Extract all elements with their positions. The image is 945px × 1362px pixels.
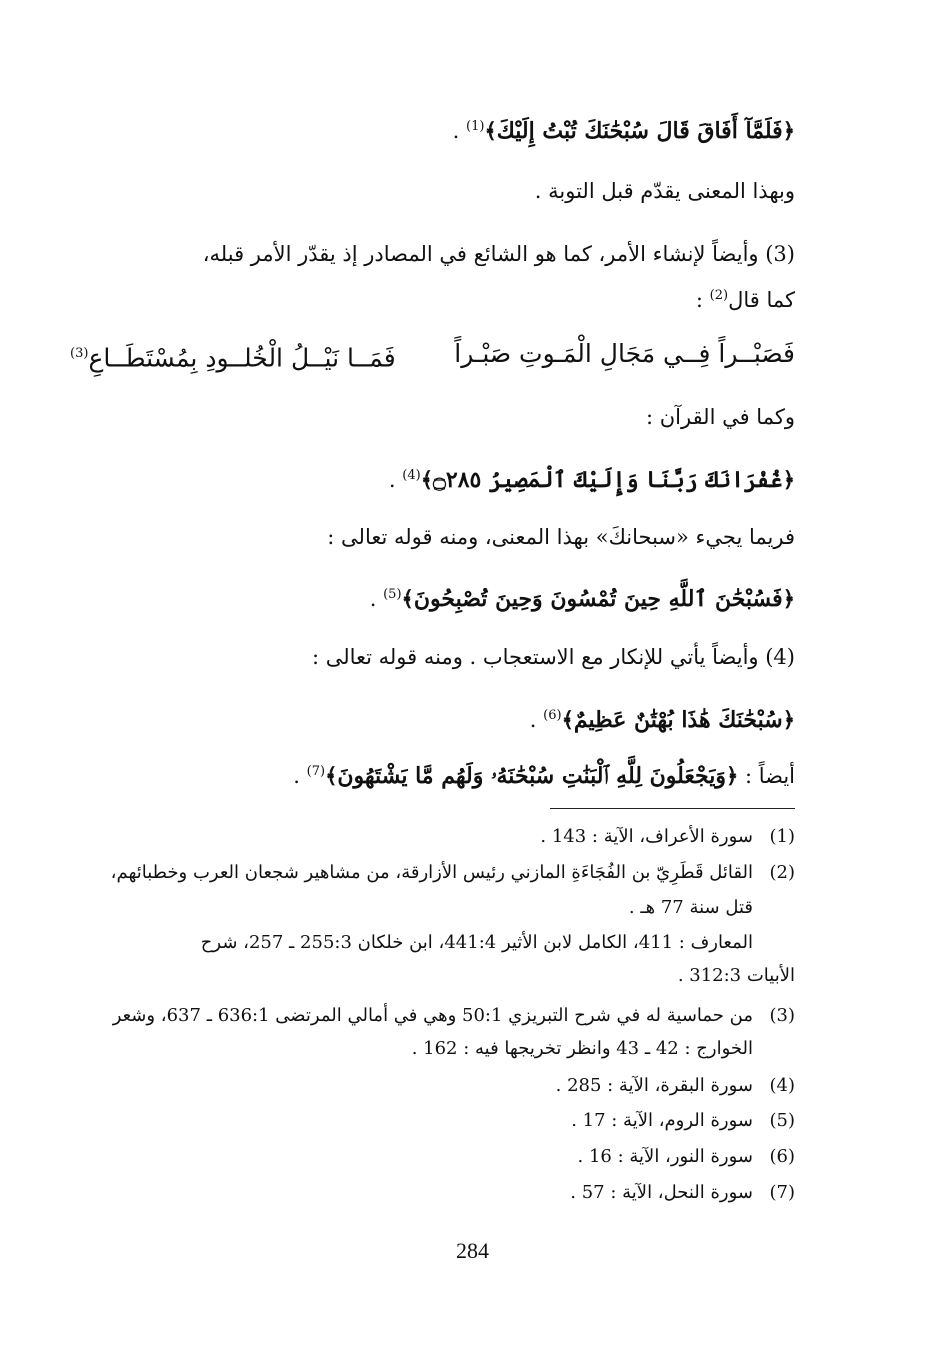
footnote-5	[70, 1107, 795, 1134]
paragraph-line: فريما يجيء «سبحانكَ» بهذا المعنى، ومنه قوله تعالى :	[327, 525, 795, 549]
quran-verse-line-2	[70, 461, 795, 495]
footnote-4	[70, 1072, 795, 1099]
footnote-text: سورة الأعراف، الآية : 143 .	[540, 826, 753, 847]
footnote-2-sources-continued: الأبيات 312:3 .	[677, 965, 795, 986]
quran-verse: غُفْرَانَكَ رَبَّنَا وَإِلَيْكَ ٱلْمَصِيرُ ۝٢٨٥	[433, 467, 783, 493]
paragraph-line: (3) وأيضاً لإنشاء الأمر، كما هو الشائع في المصادر إذ يقدّر الأمر قبله،	[202, 242, 795, 266]
ornate-close-bracket: ﴾	[401, 586, 414, 611]
quran-verse-line-5	[70, 757, 795, 791]
paragraph-line	[70, 281, 795, 315]
footnote-ref: (4)	[402, 468, 421, 483]
footnote-number: (2)	[769, 862, 795, 883]
footnote-ref: (7)	[306, 764, 326, 779]
footnote-ref: (5)	[383, 587, 402, 602]
ornate-open-bracket: ﴿	[782, 118, 795, 143]
footnote-2-sources: المعارف : 411، الكامل لابن الأثير 441:4، ابن خلكان 255:3 ـ 257، شرح	[200, 932, 753, 953]
ornate-close-bracket: ﴾	[420, 467, 433, 492]
paragraph-text: كما قال	[728, 288, 795, 312]
footnote-text: سورة الروم، الآية : 17 .	[571, 1110, 753, 1131]
footnote-2	[70, 859, 795, 886]
ornate-open-bracket: ﴿	[782, 586, 795, 611]
footnote-number: (4)	[769, 1075, 795, 1096]
ornate-close-bracket: ﴾	[561, 707, 574, 732]
footnote-number: (3)	[769, 1005, 795, 1026]
footnote-text: سورة النحل، الآية : 57 .	[570, 1182, 753, 1203]
footnote-text: سورة النور، الآية : 16 .	[577, 1146, 753, 1167]
quran-verse-line-4	[70, 701, 795, 735]
page-number: 284	[456, 1238, 489, 1263]
quran-verse-line-1	[70, 112, 795, 146]
quran-verse: فَسُبْحَٰنَ ٱللَّهِ حِينَ تُمْسُونَ وَحِينَ تُصْبِحُونَ	[413, 586, 783, 612]
footnote-6	[70, 1143, 795, 1170]
footnote-3-continued: الخوارج : 42 ـ 43 وانظر تخريجها فيه : 162 .	[411, 1038, 753, 1059]
punctuation: .	[293, 764, 307, 788]
quran-verse-line-3	[70, 580, 795, 614]
footnote-1	[70, 823, 795, 850]
poem-second-hemistich-wrap	[70, 336, 396, 376]
punctuation: .	[529, 708, 544, 732]
ornate-open-bracket: ﴿	[782, 707, 795, 732]
punctuation: .	[388, 468, 403, 492]
footnote-number: (1)	[769, 826, 795, 847]
footnote-ref: (3)	[70, 346, 89, 361]
footnote-ref: (6)	[543, 708, 562, 723]
footnote-ref: (2)	[709, 288, 729, 303]
punctuation: :	[695, 288, 710, 312]
punctuation: .	[452, 119, 466, 143]
footnote-separator	[550, 808, 795, 809]
paragraph-line: (4) وأيضاً يأتي للإنكار مع الاستعجاب . ومنه قوله تعالى :	[311, 645, 795, 669]
footnote-text: القائل قَطَرِيّ بن الفُجَاءَةِ المازني رئيس الأزارقة، من مشاهير شجعان العرب وخطبائهم،	[110, 862, 753, 883]
footnote-number: (7)	[769, 1182, 795, 1203]
footnote-number: (5)	[769, 1110, 795, 1131]
ornate-open-bracket: ﴿	[725, 763, 739, 788]
ornate-close-bracket: ﴾	[484, 118, 497, 143]
paragraph-line: وكما في القرآن :	[645, 405, 795, 429]
footnote-number: (6)	[769, 1146, 795, 1167]
ornate-close-bracket: ﴾	[325, 763, 338, 788]
footnote-3	[70, 1002, 795, 1029]
footnote-text: سورة البقرة، الآية : 285 .	[555, 1075, 753, 1096]
paragraph-text: أيضاً :	[738, 764, 795, 788]
footnote-ref: (1)	[466, 119, 485, 134]
ornate-open-bracket: ﴿	[782, 467, 795, 492]
poem-second-hemistich: فَمَــا نَيْــلُ الْخُلــودِ بِمُسْتَطَــاعِ	[88, 343, 396, 373]
quran-verse: فَلَمَّآ أَفَاقَ قَالَ سُبْحَٰنَكَ تُبْتُ إِلَيْكَ	[496, 118, 783, 144]
punctuation: .	[369, 587, 384, 611]
footnote-text: من حماسية له في شرح التبريزي 50:1 وهي في أمالي المرتضى 636:1 ـ 637، وشعر	[112, 1005, 753, 1026]
paragraph-line: وبهذا المعنى يقدّم قبل التوبة .	[534, 179, 795, 203]
poem-first-hemistich: فَصَبْــراً فِــي مَجَالِ الْمَـوتِ صَبْـراً	[454, 339, 795, 368]
footnote-7	[70, 1179, 795, 1206]
quran-verse: وَيَجْعَلُونَ لِلَّهِ ٱلْبَنَٰتِ سُبْحَٰنَهُۥ وَلَهُم مَّا يَشْتَهُونَ	[337, 763, 726, 789]
footnote-2-continued: قتل سنة 77 هـ .	[628, 897, 753, 918]
quran-verse: سُبْحَٰنَكَ هَٰذَا بُهْتَٰنٌ عَظِيمٌ	[573, 707, 783, 733]
